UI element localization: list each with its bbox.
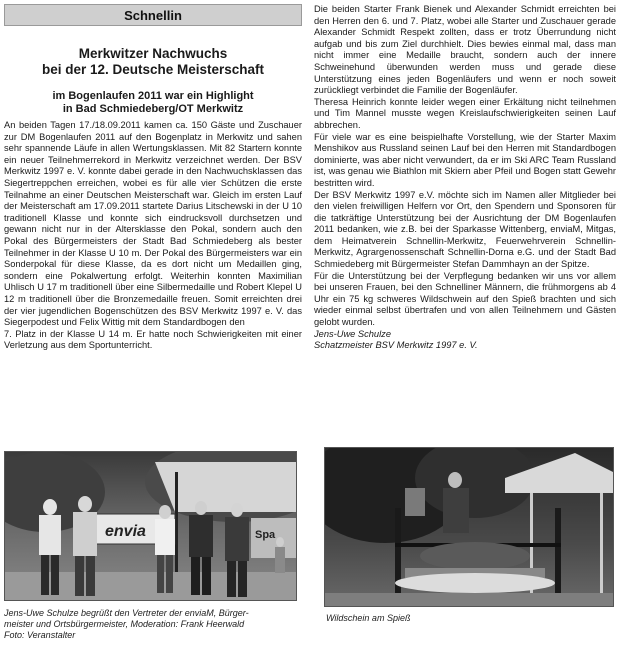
paragraph: Der BSV Merkwitz 1997 e.V. möchte sich im Namen aller Mitglieder bei den vielen freiwilligen Helfern vor Ort, den Spendern und Sponsoren für die tatkräftige Unterstützung bei der Ausrichtung der DM Bogenlaufen 2011 bedanken, wie z.B. bei der Sparkasse Wittenberg, enviaM, Mitgas, dem Heimatverein Schnellin-Merkwitz, Feuerwehrverein Schnellin-Merkwitz, Agrargenossenschaft Schnellin-Dorna e.G. und der Stadt Bad Schmiedeberg mit Bürgermeister Stefan Dammhayn an der Spitze. bbox=[314, 189, 616, 270]
caption-line-1: Jens-Uwe Schulze begrüßt den Vertreter der enviaM, Bürger- bbox=[4, 608, 249, 618]
headline-line-2: bei der 12. Deutsche Meisterschaft bbox=[41, 62, 265, 77]
photo-reception bbox=[4, 451, 297, 601]
signature-name: Jens-Uwe Schulze bbox=[314, 328, 391, 339]
subhead-line-2: in Bad Schmiedeberg/OT Merkwitz bbox=[62, 103, 244, 115]
paragraph: Für die Unterstützung bei der Verpflegung bedanken wir uns vor allem bei unseren Frauen, bei den Schnelliner Männern, die frühmorgens ab 4 Uhr ein 75 kg schweres Wildschwein auf den Spieß brachten und sich wieder einmal selbst übertrafen und von allen Teilnehmern und Gästen gelobt wurden. bbox=[314, 270, 616, 328]
paragraph: Für viele war es eine beispielhafte Vorstellung, wie der Starter Maxim Menshikov aus Russland seinen Lauf bei den Herren mit Standardbogen dominierte, was aber nicht verwundert, da er im Ski ARC Team Russland ist, was genau wie Biathlon mit Skiern aber Pfeil und Bogen statt Gewehr bestritten wird. bbox=[314, 131, 616, 188]
photo-credit: Foto: Veranstalter bbox=[4, 630, 76, 640]
headline-line-1: Merkwitzer Nachwuchs bbox=[78, 46, 228, 61]
right-article-body bbox=[314, 4, 616, 352]
banner-text: envia bbox=[105, 523, 146, 540]
photo-wild-boar-caption: Wildschein am Spieß bbox=[326, 613, 411, 623]
caption-line-2: meister und Ortsbürgermeister, Moderation: Frank Heerwald bbox=[4, 619, 245, 629]
subheadline bbox=[4, 90, 302, 116]
sign-text: Spa bbox=[255, 529, 276, 541]
paragraph: Theresa Heinrich konnte leider wegen einer Erkältung nicht teilnehmen und Tim Mannel musste wegen Kreislaufschwierigkeiten seinen Lauf abbrechen. bbox=[314, 96, 616, 130]
photo-wild-boar bbox=[324, 447, 614, 607]
photo-wild-boar-image bbox=[325, 448, 614, 607]
right-column bbox=[314, 4, 616, 352]
headline bbox=[4, 46, 302, 78]
left-column bbox=[4, 4, 302, 352]
signature-role: Schatzmeister BSV Merkwitz 1997 e. V. bbox=[314, 340, 478, 351]
subhead-line-1: im Bogenlaufen 2011 war ein Highlight bbox=[52, 90, 254, 102]
left-article-body bbox=[4, 120, 302, 352]
photo-reception-image bbox=[5, 452, 297, 601]
paragraph: Die beiden Starter Frank Bienek und Alexander Schmidt erreichten bei den Herren den 6. und 7. Platz, wobei alle Starter und Zuschauer gerade Alexander Schmidt Respekt zollten, dass er trotz Überrundung nicht aufgab und bis zum Ziel durchhielt. Dies bewies einmal mal, dass man nicht immer eine Medaille braucht, sondern auch der innere Schweinehund überwunden werden muss und gerade diese Unterstützung eines jeden Bogenläufers und wenn er noch soweit zurückliegt verbindet die Familie der Bogenläufer. bbox=[314, 4, 616, 96]
section-banner: Schnellin bbox=[4, 4, 302, 26]
photo-reception-caption bbox=[4, 608, 304, 641]
paragraph: 7. Platz in der Klasse U 14 m. Er hatte noch Schwierigkeiten mit einer Verletzung aus dem Sportunterricht. bbox=[4, 328, 302, 351]
paragraph: An beiden Tagen 17./18.09.2011 kamen ca. 150 Gäste und Zuschauer zur DM Bogenlaufen 2011 auf den Bogenplatz in Merkwitz und sahen sehr spannende Läufe in allen Wertungsklassen. Mit 82 Startern konnte ein neuer Teilnehmerrekord in Merkwitz verzeichnet werden. Der BSV Merkwitz 1997 e. V. konnte dabei gerade in den Nachwuchsklassen das Siegertreppchen erreichen, wobei es für alle vier Schützen die erste Teilnahme an einer Deutschen Meisterschaft war. Gleich im ersten Lauf der Meisterschaft am 17.09.2011 startete Darius Litschewski in der U 10 traditionell Klasse und konnte sich eindrucksvoll durchsetzen und gewann nicht nur in der Altersklasse den Pokal, sondern auch den Pokal des Bürgermeisters der Stadt Bad Schmiedeberg als bester Teilnehmer in der Klasse U 10 m. Der Pokal des Bürgermeisters war ein Sonderpokal für diese Klasse, da es dort nicht um Medaillen ging, sondern eine Pokalwertung erfolgt. Weiterhin konnten Maximilian Uhlisch U 17 m traditionell über eine Silbermedaille und Robert Klepel U 12 m traditionell über die Bronzemedaille freuen. Somit erreichten drei der vier jugendlichen Bogenschützen des BSV Merkwitz 1997 e. V. das Siegerpodest und Felix Wittig mit dem Standardbogen den bbox=[4, 120, 302, 328]
